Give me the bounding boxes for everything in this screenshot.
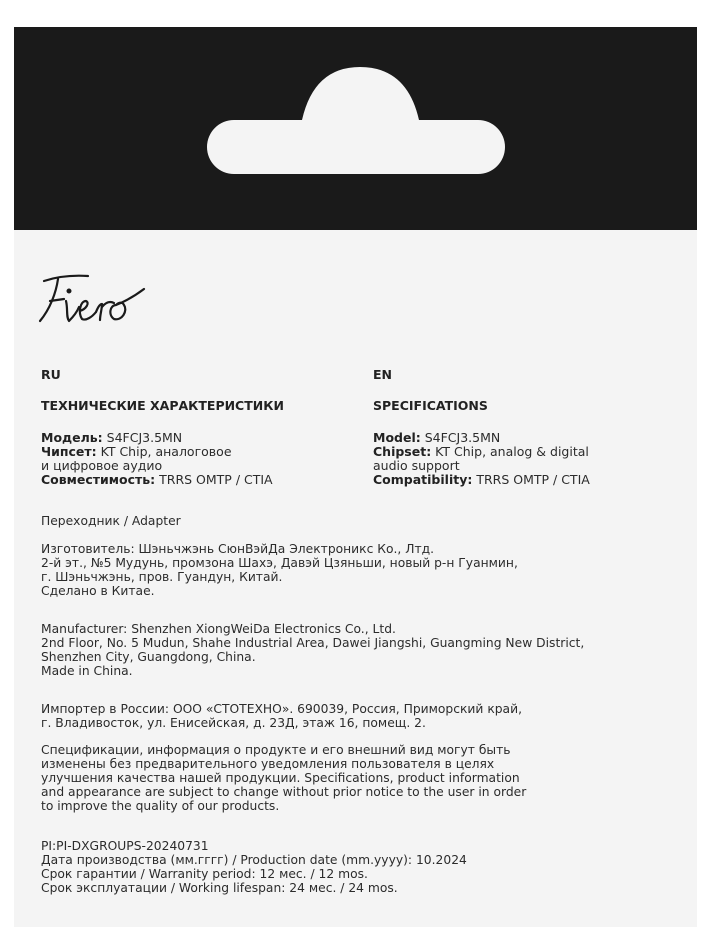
en-lang-label: EN [373, 367, 393, 382]
hang-hole-icon [14, 27, 697, 230]
en-compat-label: Compatibility: [373, 472, 473, 487]
en-specs [373, 431, 590, 487]
ru-model-value: S4FCJ3.5MN [102, 430, 183, 445]
ru-chipset-value-2: и цифровое аудио [41, 458, 163, 473]
ru-compat-row [41, 473, 273, 487]
disclaimer: Спецификации, информация о продукте и его внешний вид могут быть изменены без предварительного уведомления пользователя в целях улучшения качества нашей продукции. Specifications, product information and appearance are subject to change without prior notice to the user in order to improve the quality of our products. [41, 743, 527, 813]
ru-chipset-value: KT Chip, аналоговое [96, 444, 232, 459]
ru-chipset-label: Чипсет: [41, 444, 97, 459]
manufacturer-ru: Изготовитель: Шэньчжэнь СюнВэйДа Электроникс Ко., Лтд. 2-й эт., №5 Мудунь, промзона Шахэ, Давэй Цзяньши, новый р-н Гуанмин, г. Шэньчжэнь, пров. Гуандун, Китай. Сделано в Китае. [41, 542, 518, 598]
en-model-label: Model: [373, 430, 421, 445]
ru-compat-value: TRRS OMTP / CTIA [155, 472, 273, 487]
en-spec-title: SPECIFICATIONS [373, 398, 488, 413]
importer-info: Импортер в России: ООО «СТОТЕХНО». 690039, Россия, Приморский край, г. Владивосток, ул. Енисейская, д. 23Д, этаж 16, помещ. 2. [41, 702, 522, 730]
ru-spec-title: ТЕХНИЧЕСКИЕ ХАРАКТЕРИСТИКИ [41, 398, 284, 413]
en-model-value: S4FCJ3.5MN [420, 430, 501, 445]
en-chipset-label: Chipset: [373, 444, 432, 459]
ru-chipset-row [41, 445, 273, 459]
manufacturer-en: Manufacturer: Shenzhen XiongWeiDa Electronics Co., Ltd. 2nd Floor, No. 5 Mudun, Shahe Industrial Area, Dawei Jiangshi, Guangming New District, Shenzhen City, Guangdong, China. Made in China. [41, 622, 585, 678]
ru-model-label: Модель: [41, 430, 103, 445]
ru-specs [41, 431, 273, 487]
packaging-card [14, 27, 697, 927]
en-chipset-value-2: audio support [373, 458, 460, 473]
en-compat-value: TRRS OMTP / CTIA [472, 472, 590, 487]
ru-model-row [41, 431, 273, 445]
production-info: PI:PI-DXGROUPS-20240731 Дата производства (мм.гггг) / Production date (mm.yyyy): 10.2024 Срок гарантии / Warranity period: 12 мес. / 12 mos. Срок эксплуатации / Working lifespan: 24 мес. / 24 mos. [41, 839, 467, 895]
fiero-logo [36, 267, 156, 327]
ru-compat-label: Совместимость: [41, 472, 156, 487]
en-chipset-row [373, 445, 590, 459]
product-type: Переходник / Adapter [41, 514, 181, 528]
en-compat-row [373, 473, 590, 487]
en-model-row [373, 431, 590, 445]
en-chipset-value: KT Chip, analog & digital [431, 444, 589, 459]
ru-lang-label: RU [41, 367, 61, 382]
